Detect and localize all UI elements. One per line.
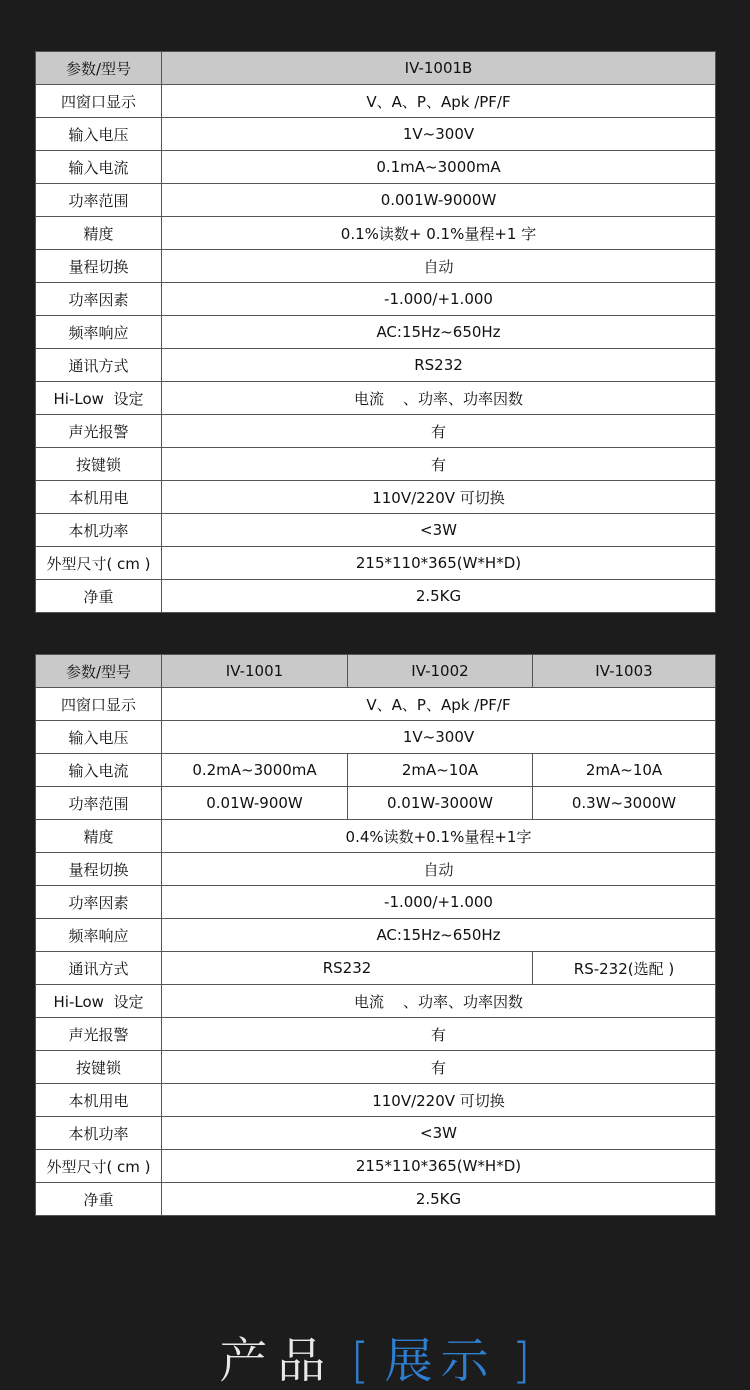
row-label: Hi-Low 设定 <box>36 985 162 1018</box>
row-label: 本机功率 <box>36 514 162 547</box>
row-label: 按键锁 <box>36 448 162 481</box>
row-label: 频率响应 <box>36 919 162 952</box>
section-title-left: 产品 <box>219 1333 336 1389</box>
row-label: 按键锁 <box>36 1051 162 1084</box>
spec-table-iv1001b <box>35 51 716 613</box>
section-title <box>0 1332 750 1390</box>
row-value: 电流 、功率、功率因数 <box>162 985 716 1018</box>
table-row <box>36 415 716 448</box>
row-value: 有 <box>162 415 716 448</box>
table-row <box>36 754 716 787</box>
row-value: 110V/220V 可切换 <box>162 481 716 514</box>
table-row <box>36 1018 716 1051</box>
row-label: 本机用电 <box>36 481 162 514</box>
row-label: 通讯方式 <box>36 349 162 382</box>
row-label: 外型尺寸( cm ) <box>36 547 162 580</box>
row-label: 净重 <box>36 1183 162 1216</box>
header-cell: IV-1001 <box>162 655 348 688</box>
table-row <box>36 1051 716 1084</box>
table-row <box>36 184 716 217</box>
row-value: AC:15Hz~650Hz <box>162 919 716 952</box>
row-value: 215*110*365(W*H*D) <box>162 1150 716 1183</box>
table-row <box>36 820 716 853</box>
row-value: 有 <box>162 448 716 481</box>
table-row <box>36 721 716 754</box>
row-label: 本机功率 <box>36 1117 162 1150</box>
row-value: 自动 <box>162 853 716 886</box>
table-row <box>36 85 716 118</box>
bracket-open: [ <box>350 1333 370 1389</box>
row-value: 有 <box>162 1018 716 1051</box>
spec-table-iv1001-1003 <box>35 654 716 1216</box>
row-label: 四窗口显示 <box>36 688 162 721</box>
row-label: 输入电流 <box>36 754 162 787</box>
row-value: 0.4%读数+0.1%量程+1字 <box>162 820 716 853</box>
header-cell: IV-1002 <box>348 655 533 688</box>
row-value: -1.000/+1.000 <box>162 283 716 316</box>
header-cell: 参数/型号 <box>36 52 162 85</box>
bracket-close: ] <box>511 1333 531 1389</box>
table-row <box>36 349 716 382</box>
table-row <box>36 787 716 820</box>
row-value: 0.3W~3000W <box>533 787 716 820</box>
row-value: <3W <box>162 1117 716 1150</box>
row-value: 2mA~10A <box>348 754 533 787</box>
row-value: 0.2mA~3000mA <box>162 754 348 787</box>
row-value: 0.001W-9000W <box>162 184 716 217</box>
row-label: 功率因素 <box>36 283 162 316</box>
table-row <box>36 919 716 952</box>
row-value: 110V/220V 可切换 <box>162 1084 716 1117</box>
row-value: 0.1mA~3000mA <box>162 151 716 184</box>
row-value: AC:15Hz~650Hz <box>162 316 716 349</box>
row-value: 自动 <box>162 250 716 283</box>
table-row <box>36 448 716 481</box>
section-title-right: 展示 <box>384 1333 497 1389</box>
table-row <box>36 1183 716 1216</box>
row-value: 215*110*365(W*H*D) <box>162 547 716 580</box>
row-label: 功率因素 <box>36 886 162 919</box>
row-value: 0.1%读数+ 0.1%量程+1 字 <box>162 217 716 250</box>
row-label: 外型尺寸( cm ) <box>36 1150 162 1183</box>
row-label: 输入电压 <box>36 118 162 151</box>
table-row <box>36 250 716 283</box>
row-label: 声光报警 <box>36 415 162 448</box>
table-row <box>36 514 716 547</box>
table-row <box>36 580 716 613</box>
row-label: 本机用电 <box>36 1084 162 1117</box>
table-row <box>36 1084 716 1117</box>
table-row <box>36 853 716 886</box>
table-row <box>36 547 716 580</box>
row-value: V、A、P、Apk /PF/F <box>162 85 716 118</box>
row-label: 四窗口显示 <box>36 85 162 118</box>
header-cell: IV-1001B <box>162 52 716 85</box>
table-row <box>36 118 716 151</box>
row-label: 功率范围 <box>36 787 162 820</box>
row-value: V、A、P、Apk /PF/F <box>162 688 716 721</box>
row-value: 0.01W-900W <box>162 787 348 820</box>
row-value: <3W <box>162 514 716 547</box>
row-label: 通讯方式 <box>36 952 162 985</box>
row-value: 0.01W-3000W <box>348 787 533 820</box>
row-label: 输入电压 <box>36 721 162 754</box>
row-label: 量程切换 <box>36 853 162 886</box>
row-label: 声光报警 <box>36 1018 162 1051</box>
row-label: 频率响应 <box>36 316 162 349</box>
row-label: 输入电流 <box>36 151 162 184</box>
row-label: 净重 <box>36 580 162 613</box>
row-label: Hi-Low 设定 <box>36 382 162 415</box>
table-row <box>36 1150 716 1183</box>
row-label: 精度 <box>36 820 162 853</box>
row-value: -1.000/+1.000 <box>162 886 716 919</box>
row-value: 1V~300V <box>162 721 716 754</box>
table-row <box>36 688 716 721</box>
row-value: RS232 <box>162 952 533 985</box>
row-value: RS-232(选配 ) <box>533 952 716 985</box>
table-row <box>36 952 716 985</box>
table-row <box>36 985 716 1018</box>
table-header-row <box>36 655 716 688</box>
row-value: 2.5KG <box>162 580 716 613</box>
table-header-row <box>36 52 716 85</box>
row-value: RS232 <box>162 349 716 382</box>
row-value: 有 <box>162 1051 716 1084</box>
row-label: 功率范围 <box>36 184 162 217</box>
table-row <box>36 1117 716 1150</box>
row-value: 1V~300V <box>162 118 716 151</box>
table-row <box>36 886 716 919</box>
row-value: 电流 、功率、功率因数 <box>162 382 716 415</box>
table-row <box>36 151 716 184</box>
header-cell: 参数/型号 <box>36 655 162 688</box>
table-row <box>36 316 716 349</box>
row-label: 量程切换 <box>36 250 162 283</box>
table-row <box>36 217 716 250</box>
row-value: 2mA~10A <box>533 754 716 787</box>
table-row <box>36 481 716 514</box>
row-label: 精度 <box>36 217 162 250</box>
row-value: 2.5KG <box>162 1183 716 1216</box>
table-row <box>36 283 716 316</box>
header-cell: IV-1003 <box>533 655 716 688</box>
table-row <box>36 382 716 415</box>
